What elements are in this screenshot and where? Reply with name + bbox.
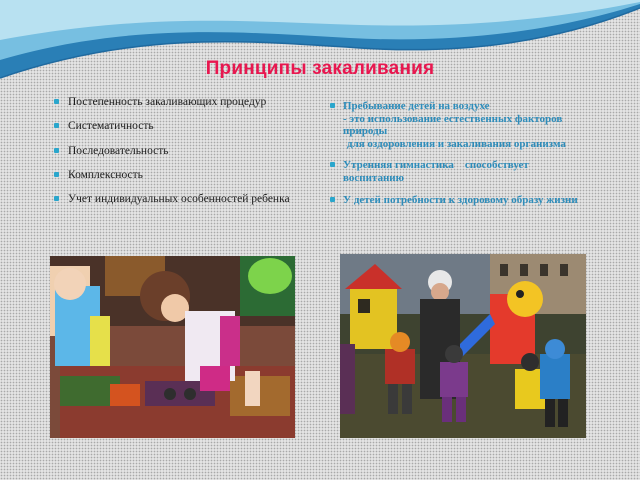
children-outdoor-photo [340, 254, 586, 438]
list-item [330, 194, 620, 207]
bullet-icon [54, 196, 59, 201]
bullet-icon [330, 103, 335, 108]
slide-title: Принципы закаливания [205, 58, 435, 79]
text-line: воспитанию [343, 171, 405, 184]
list-item [54, 95, 314, 109]
list-item [330, 100, 620, 150]
bullet-icon [330, 197, 335, 202]
list-item-label: Постепенность закаливающих процедур [68, 96, 267, 108]
list-item [54, 168, 314, 182]
children-indoor-photo [50, 256, 295, 438]
text-line: У детей потребности к здоровому образу жизни [343, 193, 578, 206]
list-item [54, 144, 314, 158]
list-item [54, 119, 314, 133]
text-line: Пребывание детей на воздухе [343, 100, 490, 112]
list-item [54, 192, 314, 206]
photo-illustration [340, 254, 586, 438]
text-line: Утренняя гимнастика способствует [343, 159, 529, 172]
list-item [330, 159, 620, 184]
bullet-icon [54, 99, 59, 104]
list-item-label: Систематичность [68, 120, 154, 133]
text-line: для оздоровления и закаливания организма [347, 137, 566, 150]
bullet-icon [54, 123, 59, 128]
bullet-icon [54, 148, 59, 153]
list-item-label: Последовательность [68, 144, 169, 157]
left-principles-list [54, 95, 314, 216]
list-item-label: Комплексность [68, 168, 143, 181]
list-item-label: Учет индивидуальных особенностей ребенка [68, 193, 290, 206]
bullet-icon [330, 162, 335, 167]
text-line: природы [343, 125, 388, 138]
photo-illustration [50, 256, 295, 438]
right-description-block [330, 100, 620, 215]
text-line: - это использование естественных факторов [343, 112, 563, 125]
bullet-icon [54, 172, 59, 177]
